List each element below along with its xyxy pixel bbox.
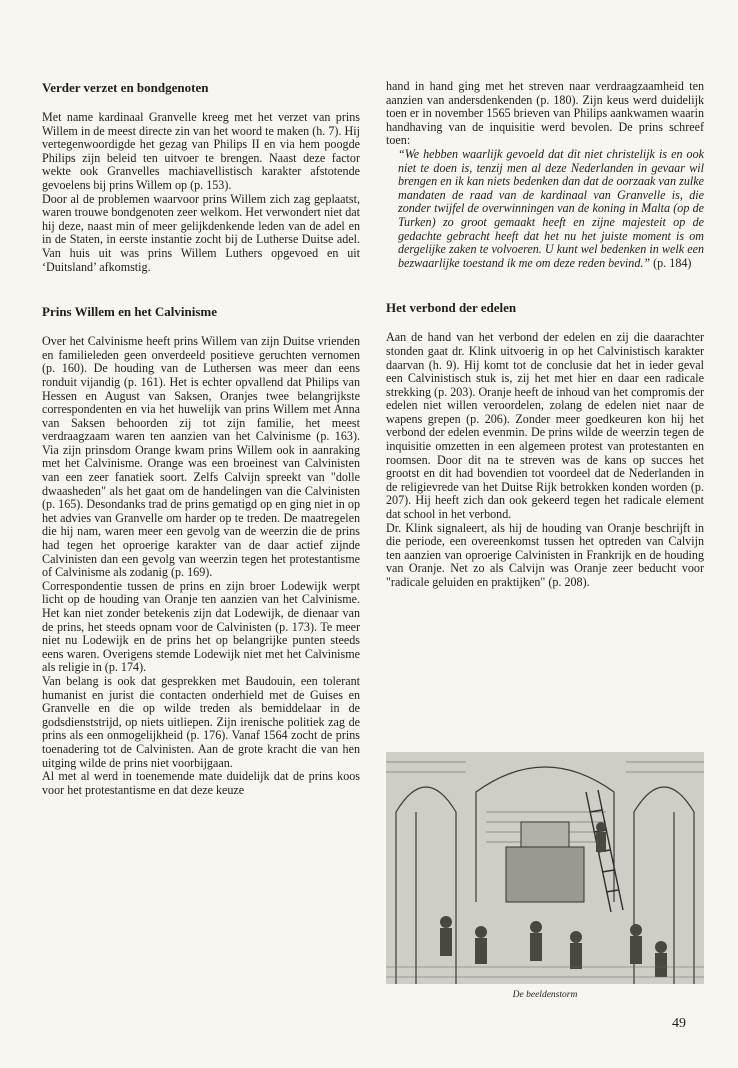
page-number: 49 (672, 1016, 686, 1031)
paragraph: Correspondentie tussen de prins en zijn broer Lodewijk werpt licht op de houding van Oranje ten aanzien van het Calvinisme. Het kan niet zonder betekenis zijn dat Lodewijk, de dienaar van de prins, het steeds opnam voor de Calvinisten (p. 173). Te meer niet nu Lodewijk en de prins het op belangrijke punten steeds eens waren. Overigens stemde Lodewijk niet met het Calvinisme als religie in (p. 174). (42, 578, 360, 675)
paragraph: Met name kardinaal Granvelle kreeg met het verzet van prins Willem in de meest directe zin van het woord te maken (h. 7). Hij vertegenwoordigde het gezag van Philips II en via hem poogde Philips zijn beleid ten uitvoer te brengen. Naast deze factor wekte ook Granvelles machiavellistisch karakter afstotende gevoelens bij prins Willem op (p. 153). (42, 110, 360, 192)
paragraph: Van belang is ook dat gesprekken met Baudouin, een tolerant humanist en jurist die contacten onderhield met de Guises en Granvelle en die op wilde treden als bemiddelaar in de godsdienststrijd, op niets uitliepen. Zijn irenische politiek zag de prins als een onmogelijkheid (p. 176). Vanaf 1564 zocht de prins toenadering tot de Calvinisten. Aan de grote kracht die van hen uitging wilde de prins niet voorbijgaan. (42, 673, 360, 770)
paragraph: Over het Calvinisme heeft prins Willem van zijn Duitse vrienden en familieleden geen onverdeeld positieve geruchten vernomen (p. 160). De houding van de Luthersen was meer dan eens ronduit vijandig (p. 161). Het is echter opvallend dat Philips van Hessen en August van Saksen, Oranjes twee belangrijkste correspondenten en via het huwelijk van prins Willem met Anna van Saksen behoorden zij tot zijn familie, het meest verdraagzaam waren ten aanzien van het Calvinisme (p. 163). Via zijn prinsdom Orange kwam prins Willem ook in aanraking met het Calvinisme. Orange was een broeinest van Calvinisten van een zeer fanatiek soort. Zelfs Calvijn spreekt van "dolle dwaasheden" als het gaat om de handelingen van die Calvinisten (p. 165). Desondanks trad de prins gematigd op en ging niet in op het advies van Granvelle om harder op te treden. De maatregelen die hij nam, waren meer een gevolg van de weerzin die de prins had tegen het oproerige karakter van de daar actief zijnde Calvinisten dan een gevolg van weerzin tegen het protestantisme of Calvinisme als zodanig (p. 169). (42, 334, 360, 580)
section-heading-verzet: Verder verzet en bondgenoten (42, 80, 209, 95)
paragraph: Dr. Klink signaleert, als hij de houding van Oranje beschrijft in die periode, een overeenkomst tussen het optreden van Calvijn ten aanzien van oproerige Calvinisten in Frankrijk en de houding van Oranje. Net zo als Calvijn was Oranje zeer beducht voor "radicale geluiden en praktijken" (p. 208). (386, 520, 704, 589)
section-heading-calvinisme: Prins Willem en het Calvinisme (42, 304, 218, 320)
paragraph: Door al de problemen waarvoor prins Willem zich zag geplaatst, waren trouwe bondgenoten zeer welkom. Het verwondert niet dat hij deze, naast min of meer gelijkdenkende leden van de adel en in de Staten, in eerste instantie zocht bij de Lutherse Duitse adel. Van huis uit was prins Willem Luthers opgevoed en uit ‘Duitsland’ afkomstig. (42, 191, 360, 274)
left-column (42, 80, 360, 797)
paragraph: hand in hand ging met het streven naar verdraagzaamheid ten aanzien van andersdenkenden (p. 180). Zijn keus werd duidelijk toen er in november 1565 brieven van Philips aankwamen waarin handhaving van de inquisitie werd bevolen. De prins schreef toen: (386, 79, 704, 148)
paragraph: Aan de hand van het verbond der edelen en zij die daarachter stonden gaat dr. Klink uitvoerig in op het Calvinistisch karakter daarvan (h. 9). Hij komt tot de conclusie dat het in ieder geval een Calvinistisch stuk is, zij het met hier en daar een radicale strekking (p. 203). Oranje heeft de inhoud van het compromis der edelen niet willen veroordelen, zolang de edelen niet naar de wapens grepen (p. 206). Zonder meer goedkeuren kon hij het verbond der edelen evenmin. De prins wilde de weerzin tegen de inquisitie omzetten in een algemeen protest van protestanten en roomsen. Door dit na te streven was de kans op succes het grootst en dit had bovendien tot voordeel dat de Nederlanden in de religievrede van het Duitse Rijk betrokken konden worden (p. 207). Hij heeft zich dan ook gekeerd tegen het radicale element dat school in het verbond. (386, 330, 704, 522)
right-column (386, 80, 704, 590)
quote-citation: (p. 184) (653, 255, 692, 270)
paragraph: Al met al werd in toenemende mate duidelijk dat de prins koos voor het protestantisme en dat deze keuze (42, 769, 360, 797)
quote-text: “We hebben waarlijk gevoeld dat dit niet christelijk is en ook niet te doen is, tenzij men al deze Nederlanden in gevaar wil brengen en ik kan niets bedenken dan dat de oorzaak van zulke mandaten de raad van de kardinaal van Granvelle is, die zonder twijfel de overwinningen van de koning in Malta (op de Turken) zo groot gemaakt heeft en zijne majesteit op de gedachte gebracht heeft dat het nu het juiste moment is om dergelijke zaken te volvoeren. U kunt wel bedenken in welk een bezwaarlijke toestand ik me om deze reden bevind.” (398, 146, 704, 270)
section-heading-verbond: Het verbond der edelen (386, 300, 517, 316)
engraving-illustration (386, 752, 704, 984)
engraving-beeldenstorm (386, 752, 704, 984)
block-quote (386, 148, 704, 270)
figure-caption: De beeldenstorm (512, 990, 578, 1000)
